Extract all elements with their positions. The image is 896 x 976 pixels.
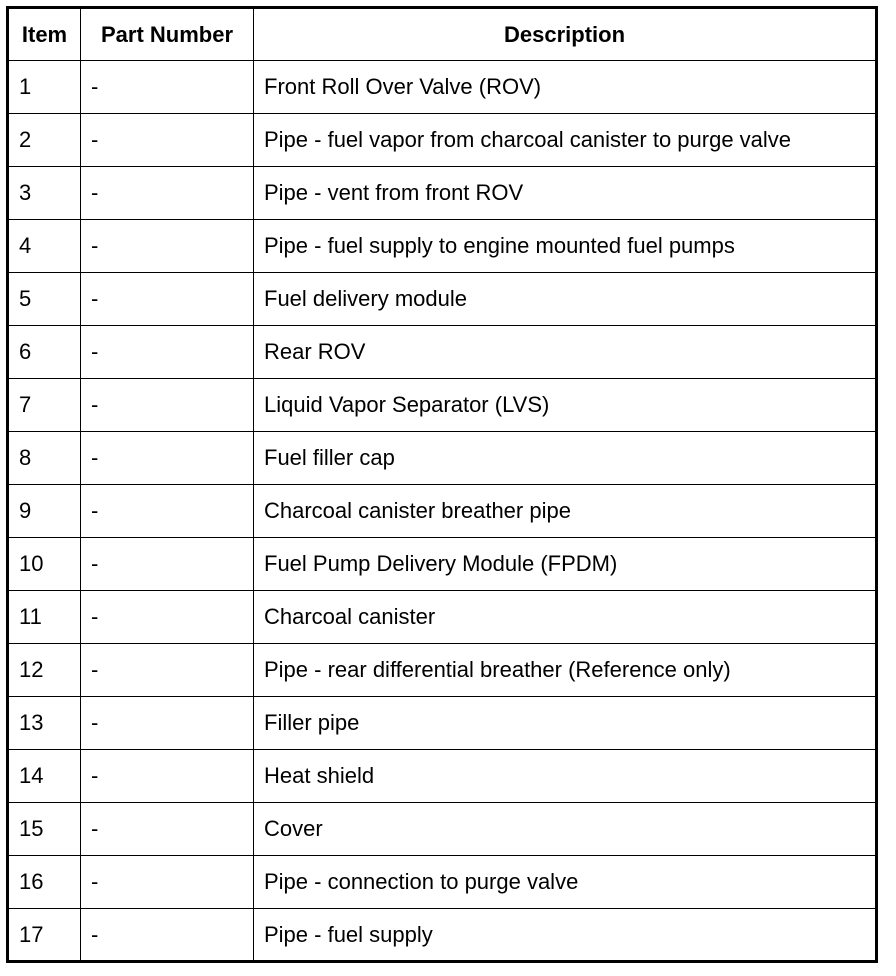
description-cell: Pipe - fuel vapor from charcoal canister to purge valve <box>254 114 877 167</box>
table-row <box>8 856 877 909</box>
description-cell: Pipe - rear differential breather (Reference only) <box>254 644 877 697</box>
item-cell: 16 <box>8 856 81 909</box>
description-cell: Fuel filler cap <box>254 432 877 485</box>
part-number-cell: - <box>81 61 254 114</box>
part-number-cell: - <box>81 644 254 697</box>
table-row <box>8 379 877 432</box>
table-row <box>8 167 877 220</box>
part-number-cell: - <box>81 697 254 750</box>
part-number-cell: - <box>81 167 254 220</box>
part-number-cell: - <box>81 909 254 962</box>
item-cell: 6 <box>8 326 81 379</box>
table-row <box>8 697 877 750</box>
table-row <box>8 485 877 538</box>
item-cell: 3 <box>8 167 81 220</box>
description-cell: Charcoal canister <box>254 591 877 644</box>
table-row <box>8 909 877 962</box>
parts-table <box>6 6 878 963</box>
item-cell: 13 <box>8 697 81 750</box>
part-number-cell: - <box>81 114 254 167</box>
item-cell: 10 <box>8 538 81 591</box>
description-cell: Fuel delivery module <box>254 273 877 326</box>
table-row <box>8 750 877 803</box>
table-row <box>8 273 877 326</box>
part-number-cell: - <box>81 538 254 591</box>
part-number-cell: - <box>81 485 254 538</box>
item-column-header: Item <box>8 8 81 61</box>
part-number-cell: - <box>81 856 254 909</box>
description-cell: Cover <box>254 803 877 856</box>
item-cell: 9 <box>8 485 81 538</box>
item-cell: 4 <box>8 220 81 273</box>
table-header-row <box>8 8 877 61</box>
item-cell: 8 <box>8 432 81 485</box>
part-number-cell: - <box>81 432 254 485</box>
table-row <box>8 591 877 644</box>
part-number-column-header: Part Number <box>81 8 254 61</box>
table-row <box>8 803 877 856</box>
item-cell: 5 <box>8 273 81 326</box>
part-number-cell: - <box>81 220 254 273</box>
item-cell: 15 <box>8 803 81 856</box>
part-number-cell: - <box>81 379 254 432</box>
item-cell: 1 <box>8 61 81 114</box>
item-cell: 14 <box>8 750 81 803</box>
part-number-cell: - <box>81 326 254 379</box>
table-row <box>8 61 877 114</box>
table-row <box>8 220 877 273</box>
table-row <box>8 644 877 697</box>
item-cell: 12 <box>8 644 81 697</box>
table-row <box>8 114 877 167</box>
description-cell: Filler pipe <box>254 697 877 750</box>
item-cell: 11 <box>8 591 81 644</box>
item-cell: 7 <box>8 379 81 432</box>
description-cell: Pipe - vent from front ROV <box>254 167 877 220</box>
description-cell: Pipe - connection to purge valve <box>254 856 877 909</box>
table-row <box>8 538 877 591</box>
part-number-cell: - <box>81 750 254 803</box>
item-cell: 2 <box>8 114 81 167</box>
description-cell: Rear ROV <box>254 326 877 379</box>
part-number-cell: - <box>81 273 254 326</box>
item-cell: 17 <box>8 909 81 962</box>
part-number-cell: - <box>81 803 254 856</box>
description-cell: Front Roll Over Valve (ROV) <box>254 61 877 114</box>
table-body <box>8 61 877 962</box>
table-row <box>8 432 877 485</box>
description-cell: Charcoal canister breather pipe <box>254 485 877 538</box>
description-column-header: Description <box>254 8 877 61</box>
description-cell: Heat shield <box>254 750 877 803</box>
description-cell: Pipe - fuel supply <box>254 909 877 962</box>
description-cell: Fuel Pump Delivery Module (FPDM) <box>254 538 877 591</box>
part-number-cell: - <box>81 591 254 644</box>
description-cell: Liquid Vapor Separator (LVS) <box>254 379 877 432</box>
table-row <box>8 326 877 379</box>
description-cell: Pipe - fuel supply to engine mounted fuel pumps <box>254 220 877 273</box>
